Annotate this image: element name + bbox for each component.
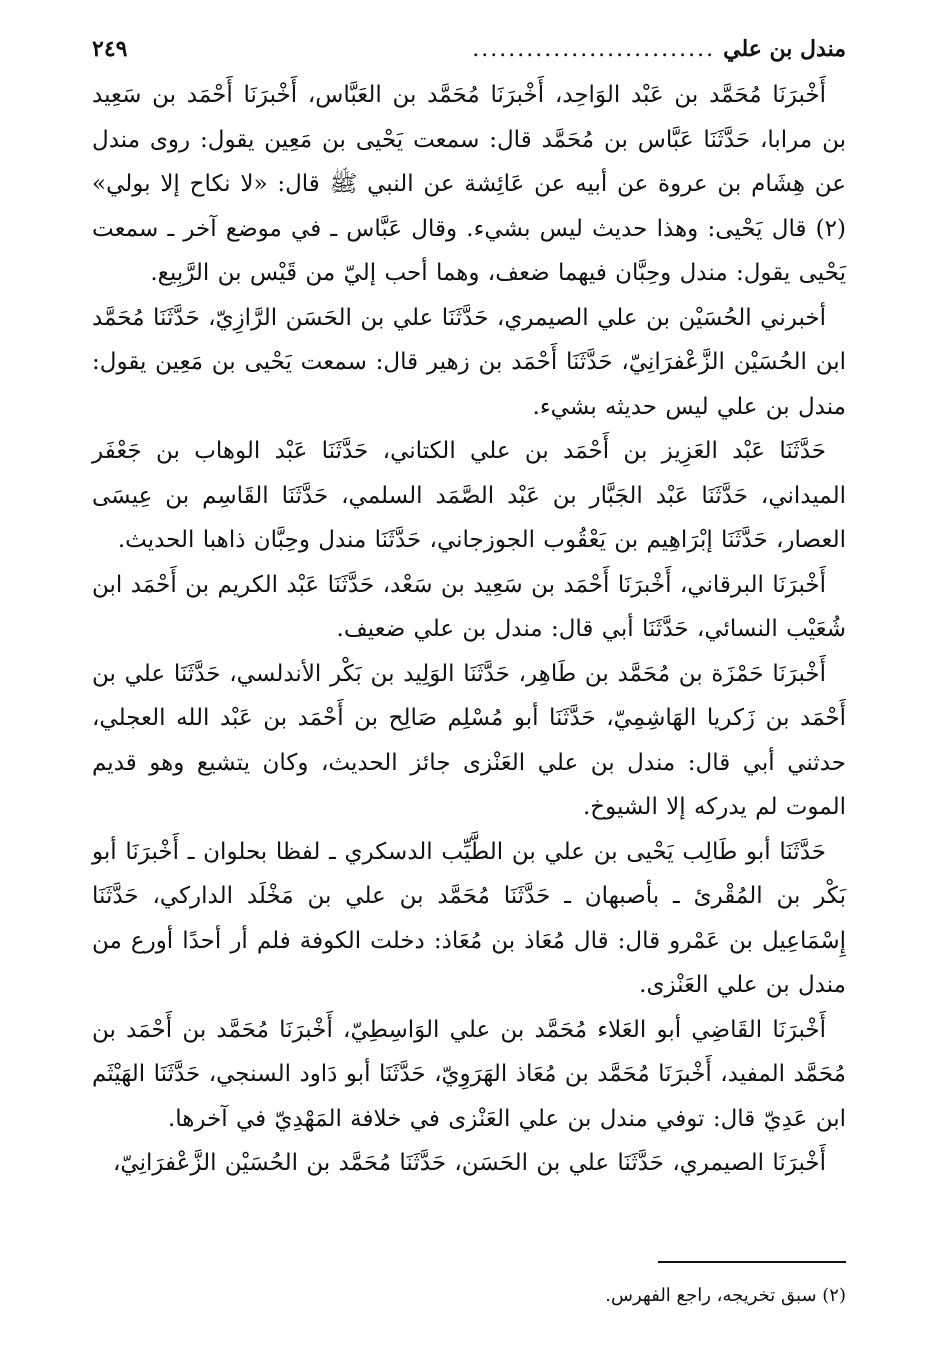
paragraph: أَخْبرَنَا الصيمري، حَدَّثَنَا علي بن الحَسَن، حَدَّثَنَا مُحَمَّد بن الحُسَيْن الزَّعْفرَانِيّ، — [112, 1150, 826, 1176]
paragraph: أَخْبرَنَا القَاضِي أبو العَلاء مُحَمَّد بن علي الوَاسِطِيّ، أَخْبرَنَا مُحَمَّد بن أَحْمَد بن مُحَمَّد المفيد، أَخْبرَنَا مُحَمَّد بن مُعَاذ الهَرَوِيّ، حَدَّثَنَا أبو دَاود السنجي، حَدَّثَنَا الهَيْثَم ابن عَدِيّ قال: توفي مندل بن علي العَنْزى في خلافة المَهْدِيّ في آخرها. — [92, 1016, 846, 1132]
page-number: ٢٤٩ — [92, 36, 128, 62]
header-title: مندل بن علي — [723, 36, 846, 62]
paragraph: أَخْبرَنَا حَمْزَة بن مُحَمَّد بن طَاهِر، حَدَّثَنَا الوَلِيد بن بَكْر الأندلسي، حَدَّثَنَا علي بن أَحْمَد بن زَكريا الهَاشِمِيّ، حَدَّثَنَا أبو مُسْلِم صَالِح بن أَحْمَد بن عَبْد الله العجلي، حدثني أبي قال: مندل بن علي العَنْزى جائز الحديث، وكان يتشيع وهو قديم الموت لم يدركه إلا الشيوخ. — [92, 660, 846, 820]
paragraph: حَدَّثَنَا عَبْد العَزِيز بن أَحْمَد بن علي الكتاني، حَدَّثَنَا عَبْد الوهاب بن جَعْفَر الميداني، حَدَّثَنَا عَبْد الجَبَّار بن عَبْد الصَّمَد السلمي، حَدَّثَنَا القَاسِم بن عِيسَى العصار، حَدَّثَنَا إبْرَاهِيم بن يَعْقُوب الجوزجاني، حَدَّثَنَا مندل وحِبَّان ذاهبا الحديث. — [92, 438, 846, 553]
paragraph: أَخْبرَنَا البرقاني، أَخْبرَنَا أَحْمَد بن سَعِيد بن سَعْد، حَدَّثَنَا عَبْد الكريم بن أَحْمَد ابن شُعَيْب النسائي، حَدَّثَنَا أبي قال: مندل بن علي ضعيف. — [92, 571, 846, 642]
paragraph: أخبرني الحُسَيْن بن علي الصيمري، حَدَّثَنَا علي بن الحَسَن الرَّازِيّ، حَدَّثَنَا مُحَمَّد ابن الحُسَيْن الزَّعْفرَانِيّ، حَدَّثَنَا أَحْمَد بن زهير قال: سمعت يَحْيى بن مَعِين يقول: مندل بن علي ليس حديثه بشيء. — [92, 304, 846, 420]
paragraph: حَدَّثَنَا أبو طَالِب يَحْيى بن علي بن الطَّيِّب الدسكري ـ لفظا بحلوان ـ أَخْبرَنَا أبو بَكْر بن المُقْرئ ـ بأصبهان ـ حَدَّثَنَا مُحَمَّد بن علي بن مَخْلَد الداركي، حَدَّثَنَا إِسْمَاعِيل بن عَمْرو قال: قال مُعَاذ بن مُعَاذ: دخلت الكوفة فلم أر أحدًا أورع من مندل بن علي العَنْزى. — [92, 838, 846, 998]
body-text — [92, 73, 846, 1186]
running-header — [92, 34, 846, 65]
footnote: (٢) سبق تخريجه، راجع الفهرس. — [605, 1285, 846, 1306]
paragraph: أَخْبرَنَا مُحَمَّد بن عَبْد الوَاحِد، أَخْبرَنَا مُحَمَّد بن العَبَّاس، أَخْبرَنَا أَحْمَد بن سَعِيد بن مرابا، حَدَّثَنَا عَبَّاس بن مُحَمَّد قال: سمعت يَحْيى بن مَعِين يقول: روى مندل عن هِشَام بن عروة عن أبيه عن عَائِشة عن النبي ﷺ قال: «لا نكاح إلا بولي» (٢) قال يَحْيى: وهذا حديث ليس بشيء. وقال عَبَّاس ـ في موضع آخر ـ سمعت يَحْيى يقول: مندل وحِبَّان فيهما ضعف، وهما أحب إليّ من قَيْس بن الرَّبِيع. — [92, 82, 846, 286]
header-leader-dots: ........................... — [472, 37, 716, 62]
footnote-separator — [658, 1261, 846, 1263]
